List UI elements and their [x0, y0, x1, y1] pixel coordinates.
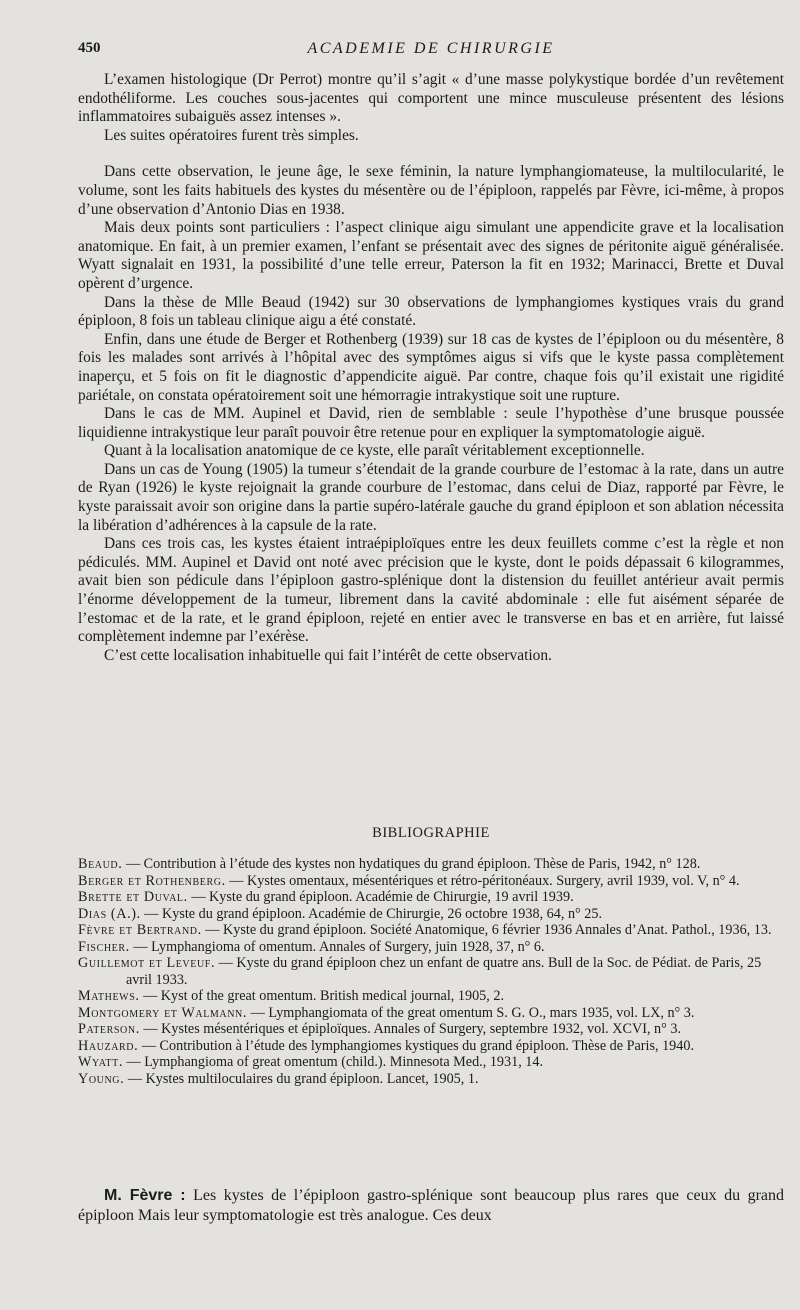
running-title: ACADEMIE DE CHIRURGIE: [307, 40, 555, 57]
paragraph: Dans le cas de MM. Aupinel et David, rien de semblable : seule l’hypothèse d’une brusque poussée liquidienne intrakystique leur paraît pouvoir être retenue pour en expliquer la symptomatologie aiguë.: [78, 405, 784, 441]
bibliography: [78, 825, 784, 1087]
reference-author: Mathews.: [78, 988, 140, 1004]
reference-entry: [78, 922, 784, 939]
reference-entry: [78, 889, 784, 906]
reference-entry: [78, 1071, 784, 1088]
reference-text: — Contribution à l’étude des lymphangiomes kystiques du grand épiploon. Thèse de Paris, 1940.: [138, 1037, 694, 1054]
speaker-name: M. Fèvre :: [104, 1187, 186, 1204]
reference-entry: [78, 873, 784, 890]
paragraph: Dans cette observation, le jeune âge, le sexe féminin, la nature lymphangiomateuse, la multilocularité, le volume, sont les faits habituels des kystes du mésentère ou de l’épiploon, rappelés par Fèvre, ici-même, à propos d’une observation d’Antonio Dias en 1938.: [78, 163, 784, 218]
reference-entry: [78, 1021, 784, 1038]
reference-entry: [78, 955, 784, 988]
reference-entry: [78, 1038, 784, 1055]
page-header: [78, 40, 784, 62]
paragraph: Dans la thèse de Mlle Beaud (1942) sur 30 observations de lymphangiomes kystiques vrais du grand épiploon, 8 fois un tableau clinique aigu a été constaté.: [78, 293, 784, 330]
reference-text: — Lymphangiomata of the great omentum S. G. O., mars 1935, vol. LX, n° 3.: [247, 1004, 695, 1021]
paragraph: [78, 1186, 784, 1226]
reference-author: Paterson.: [78, 1021, 140, 1037]
closing-discussion: [78, 1186, 784, 1226]
reference-author: Montgomery et Walmann.: [78, 1004, 248, 1021]
reference-author: Hauzard.: [78, 1037, 139, 1054]
reference-text: — Kyste du grand épiploon chez un enfant de quatre ans. Bull de la Soc. de Pédiat. de Paris, 25 avril 1933.: [126, 955, 762, 988]
page-number: 450: [78, 40, 101, 56]
reference-author: Brette et Duval.: [78, 889, 188, 905]
reference-text: — Kyst of the great omentum. British medical journal, 1905, 2.: [139, 988, 504, 1004]
reference-text: — Kyste du grand épiploon. Société Anatomique, 6 février 1936 Annales d’Anat. Pathol., 1936, 13.: [201, 922, 772, 938]
reference-entry: [78, 939, 784, 956]
paragraph: Dans ces trois cas, les kystes étaient intraépiploïques entre les deux feuillets comme c’est la règle et non pédiculés. MM. Aupinel et David ont noté avec précision que le kyste, dont le poids dépassait 6 kilogrammes, avait bien son pédicule dans l’épiploon gastro-splénique dont la distension du feuillet antérieur avait permis l’énorme développement de la tumeur, librement dans la cavité abdominale : elle fut aisément séparée de l’estomac et de la rate, et le grand épiploon, rejeté en entier avec le transverse en bas et en arrière, fut laissé complètement indemne par l’exérèse.: [78, 535, 784, 646]
paragraph: Les suites opératoires furent très simples.: [104, 126, 359, 144]
reference-entry: [78, 856, 784, 873]
reference-text: — Kystes omentaux, mésentériques et rétro-péritonéaux. Surgery, avril 1939, vol. V, n° 4.: [225, 872, 740, 889]
paragraph: Enfin, dans une étude de Berger et Rothenberg (1939) sur 18 cas de kystes de l’épiploon ou du mésentère, 8 fois les malades sont arrivés à l’hôpital avec des symptômes aigus si vifs que le kyste passa complètement inaperçu, et 5 fois on fit le diagnostic d’appendicite aiguë. Par contre, chaque fois qu’il existait une rigidité pariétale, on constata opératoirement soit une hémorragie intrakystique soit une rupture.: [78, 330, 784, 404]
reference-author: Fischer.: [78, 938, 130, 955]
reference-author: Wyatt.: [78, 1054, 123, 1070]
reference-author: Guillemot et Leveuf.: [78, 955, 216, 971]
bibliography-title: BIBLIOGRAPHIE: [372, 825, 490, 841]
reference-text: — Kystes mésentériques et épiploïques. Annales of Surgery, septembre 1932, vol. XCVI, n° 3.: [139, 1021, 682, 1037]
reference-entry: [78, 1054, 784, 1071]
reference-author: Dias (A.).: [78, 905, 141, 922]
reference-author: Beaud.: [78, 856, 123, 872]
reference-entry: [78, 988, 784, 1005]
paragraph: Dans un cas de Young (1905) la tumeur s’étendait de la grande courbure de l’estomac à la rate, dans un autre de Ryan (1926) le kyste rejoignait la grande courbure de l’estomac, dans celui de Diaz, rapporté par Fèvre, le kyste paraissait avoir son origine dans la partie supéro-latérale gauche du grand épiploon et son ablation nécessita la libération d’adhérences à la capsule de la rate.: [78, 460, 784, 534]
reference-text: — Contribution à l’étude des kystes non hydatiques du grand épiploon. Thèse de Paris, 1942, n° 128.: [122, 856, 701, 872]
paragraph: C’est cette localisation inhabituelle qui fait l’intérêt de cette observation.: [104, 646, 552, 664]
reference-entry: [78, 906, 784, 923]
reference-text: — Kystes multiloculaires du grand épiploon. Lancet, 1905, 1.: [124, 1070, 479, 1087]
paragraph: Mais deux points sont particuliers : l’aspect clinique aigu simulant une appendicite grave et la localisation anatomique. En fait, à un premier examen, l’enfant se présentait avec des signes de péritonite aiguë généralisée. Wyatt signalait en 1931, la possibilité d’une telle erreur, Paterson la fit en 1932; Marinacci, Brette et Duval opèrent d’urgence.: [78, 219, 784, 292]
paragraph: Quant à la localisation anatomique de ce kyste, elle paraît véritablement exceptionnelle.: [104, 442, 645, 460]
reference-text: — Lymphangioma of omentum. Annales of Surgery, juin 1928, 37, n° 6.: [129, 938, 545, 955]
reference-author: Young.: [78, 1070, 125, 1087]
body-text: [78, 71, 784, 665]
reference-author: Berger et Rothenberg.: [78, 872, 226, 889]
reference-author: Fèvre et Bertrand.: [78, 922, 202, 938]
speaker-text: Les kystes de l’épiploon gastro-splénique sont beaucoup plus rares que ceux du grand épiploon Mais leur symptomatologie est très analogue. Ces deux: [78, 1187, 785, 1224]
reference-entry: [78, 1005, 784, 1022]
paragraph: L’examen histologique (Dr Perrot) montre qu’il s’agit « d’une masse polykystique bordée d’un revêtement endothéliforme. Les couches sous-jacentes qui comportent une mince musculeuse présentent des lésions inflammatoires subaiguës assez intenses ».: [78, 71, 784, 126]
reference-text: — Lymphangioma of great omentum (child.). Minnesota Med., 1931, 14.: [122, 1054, 544, 1070]
reference-text: — Kyste du grand épiploon. Académie de Chirurgie, 19 avril 1939.: [187, 889, 574, 905]
reference-text: — Kyste du grand épiploon. Académie de Chirurgie, 26 octobre 1938, 64, n° 25.: [140, 905, 602, 922]
